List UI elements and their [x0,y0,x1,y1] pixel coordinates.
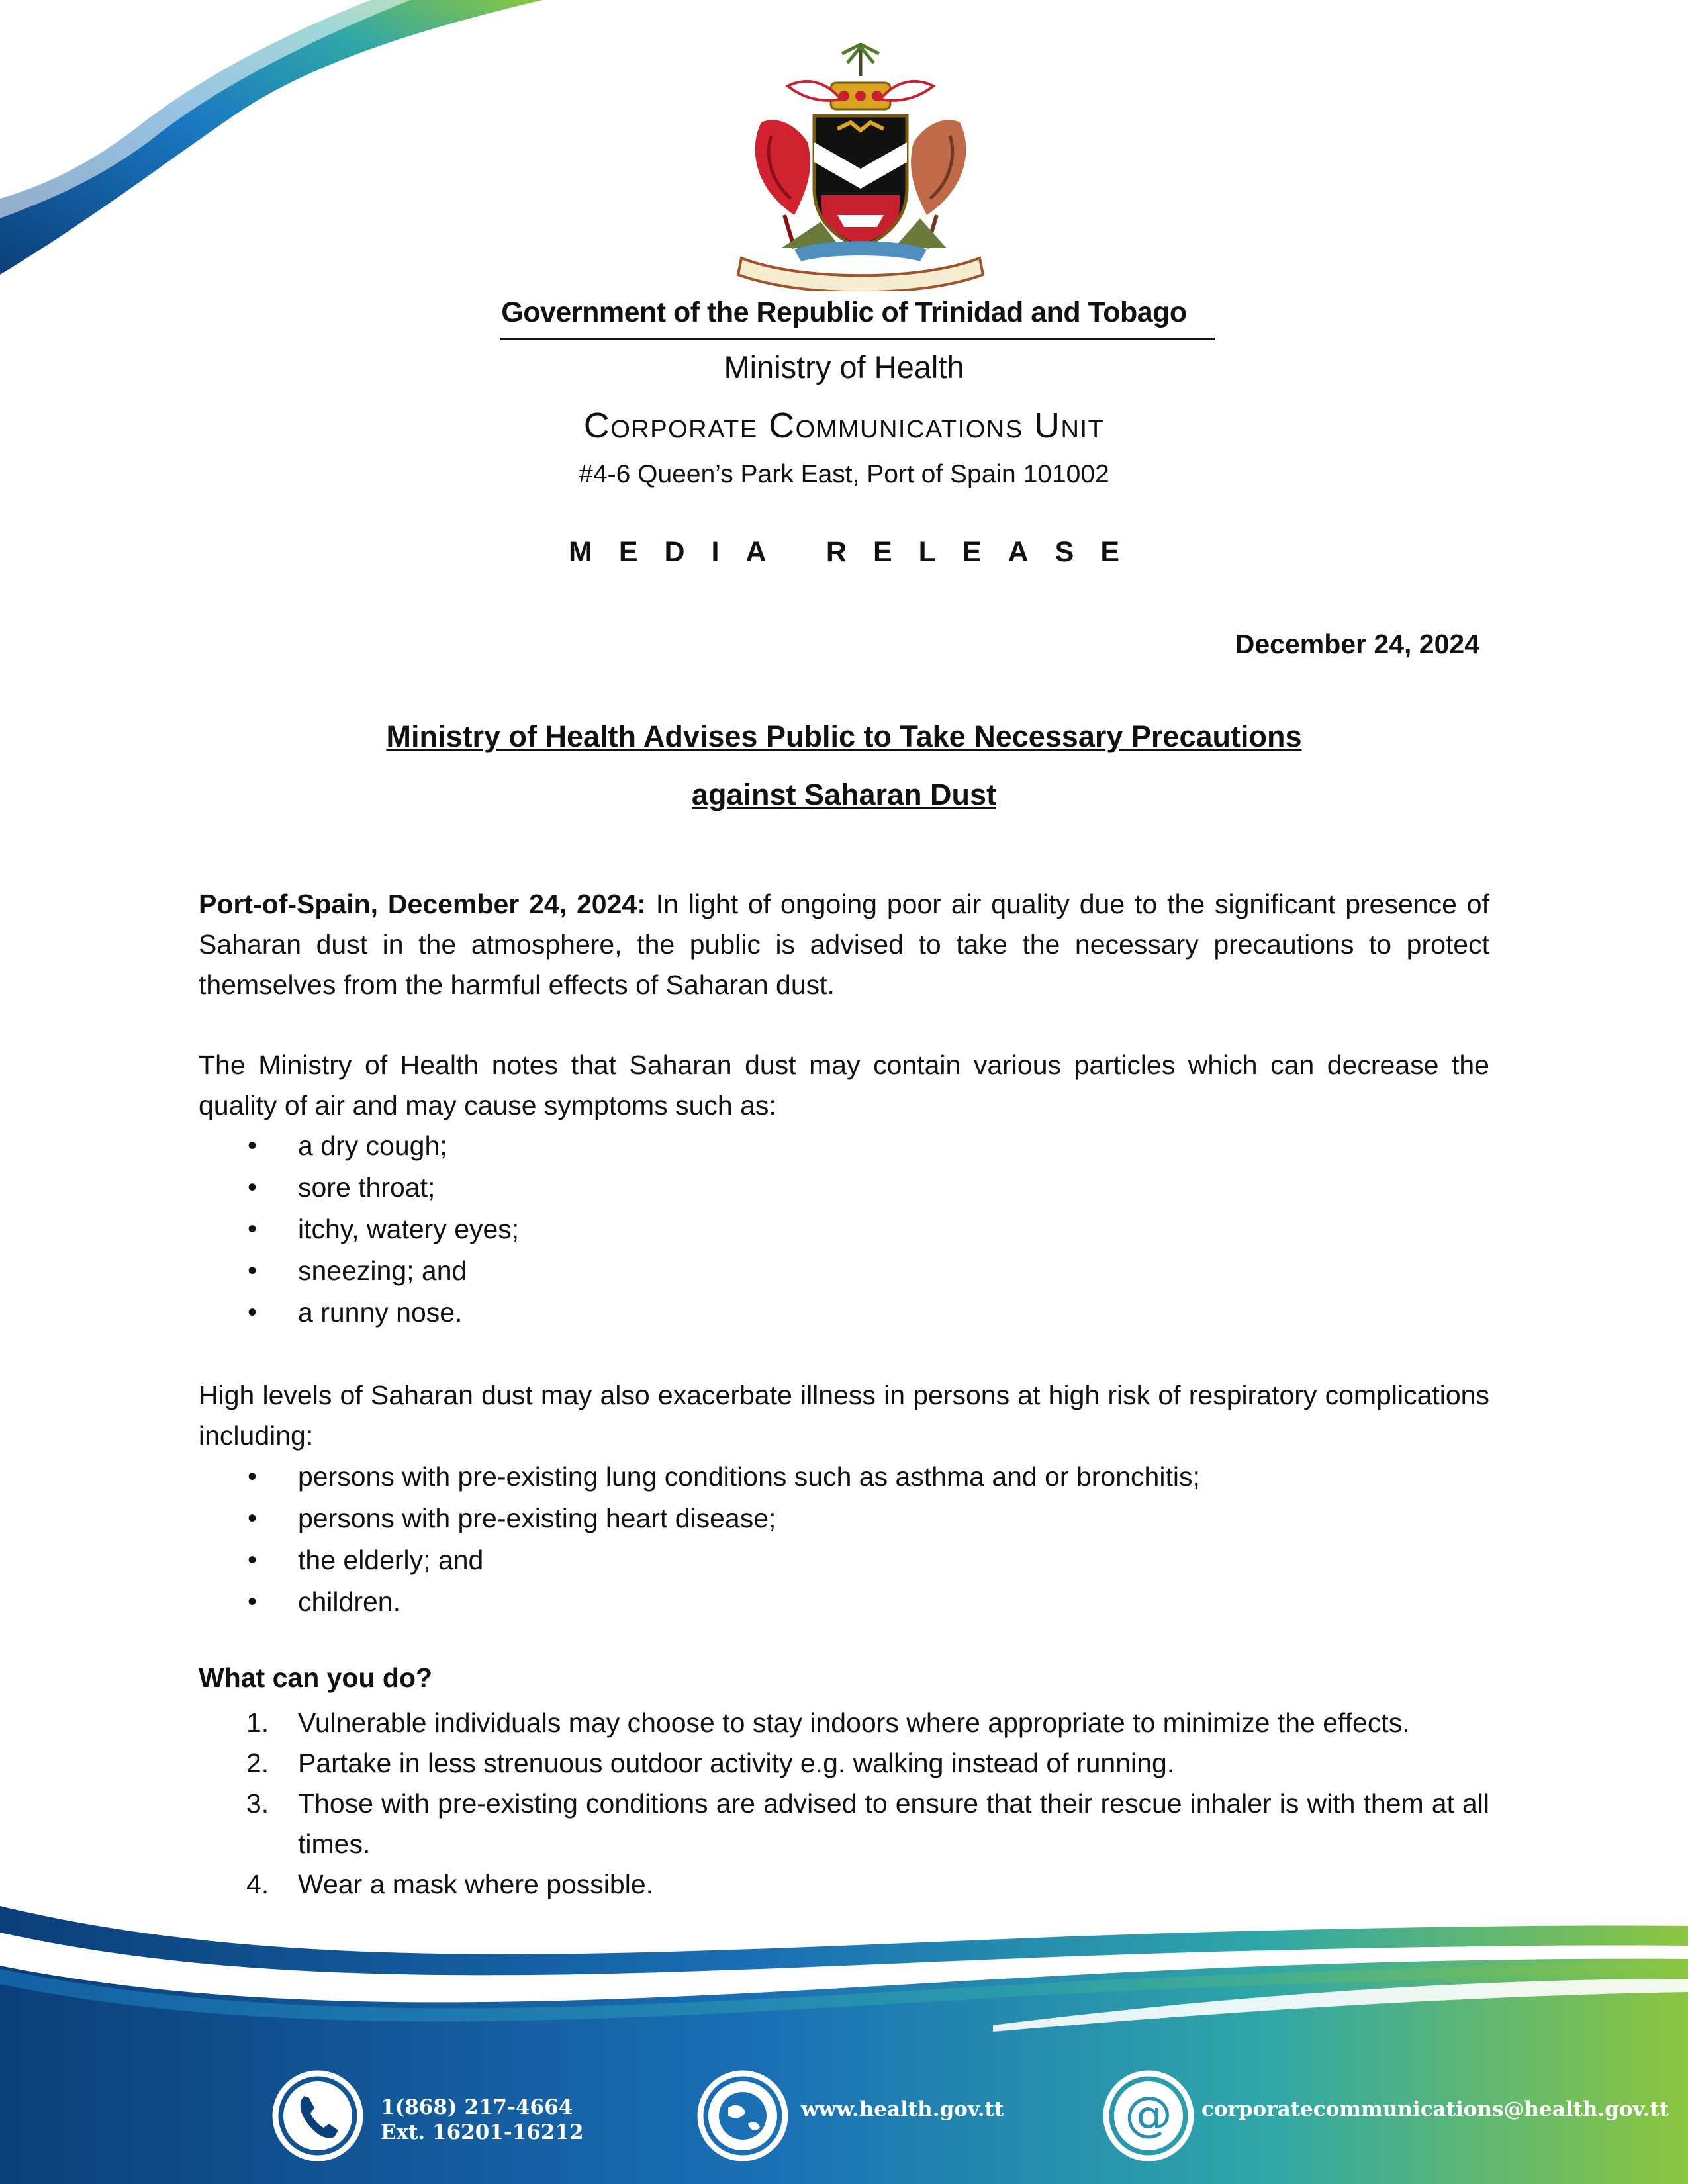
headline-text-1: Ministry of Health Advises Public to Take Necessary Precautions [386,719,1302,753]
list-item: • children. [199,1581,1489,1623]
item-text: Wear a mask where possible. [298,1869,654,1899]
list-item [199,1703,1489,1743]
dateline: Port-of-Spain, December 24, 2024: [199,889,646,919]
phone-number[interactable]: 1(868) 217-4664 [381,2095,573,2119]
unit-address: #4-6 Queen’s Park East, Port of Spain 101002 [579,460,1109,488]
list-item: • itchy, watery eyes; [199,1208,1489,1250]
headline-text-2: against Saharan Dust [691,778,997,811]
item-number: 2. [246,1748,269,1778]
release-date: December 24, 2024 [1235,629,1479,659]
list-item: • persons with pre-existing heart disease; [199,1498,1489,1539]
intro-paragraph [199,884,1489,1005]
unit-name: Corporate Communications Unit [583,406,1105,445]
list-item: • the elderly; and [199,1539,1489,1581]
svg-text:@: @ [1125,2086,1172,2142]
item-text: Vulnerable individuals may choose to stay indoors where appropriate to minimize the effects. [298,1707,1410,1738]
item-number: 1. [246,1707,269,1738]
ministry-name: Ministry of Health [724,349,964,385]
headline-line-1 [0,719,1688,754]
list-item [199,1784,1489,1864]
what-can-you-do-heading: What can you do? [199,1662,433,1693]
phone-contact [381,2095,584,2145]
risk-groups-list [199,1456,1489,1623]
motto-scroll [738,258,983,291]
list-item [199,1743,1489,1784]
title-underline-rule [500,338,1215,340]
item-number: 4. [246,1869,269,1899]
phone-icon [271,2070,364,2162]
document-type-heading: MEDIA RELEASE [569,536,1146,568]
symptoms-paragraph: The Ministry of Health notes that Saharan dust may contain various particles which can decrease the quality of air and may cause symptoms such as: [199,1050,1489,1120]
list-item: • sneezing; and [199,1250,1489,1292]
risk-paragraph: High levels of Saharan dust may also exacerbate illness in persons at high risk of respiratory complications including: [199,1380,1489,1451]
scarlet-ibis-supporter [755,120,810,248]
shield [814,116,907,248]
globe-icon [696,2070,789,2162]
symptoms-list [199,1125,1489,1334]
at-sign-icon [1102,2070,1195,2162]
actions-list [199,1703,1489,1905]
footer-band [0,1906,1688,2184]
headline-line-2 [0,778,1688,812]
government-title: Government of the Republic of Trinidad and Tobago [501,296,1187,328]
item-text: Those with pre-existing conditions are advised to ensure that their rescue inhaler is with them at all times. [298,1788,1489,1859]
top-decorative-swoosh [0,0,596,291]
list-item: • a dry cough; [199,1125,1489,1167]
item-number: 3. [246,1788,269,1819]
list-item: • a runny nose. [199,1292,1489,1334]
list-item [199,1864,1489,1905]
email-link[interactable]: corporatecommunications@health.gov.tt [1201,2097,1669,2121]
website-link[interactable]: www.health.gov.tt [801,2097,1004,2121]
list-item: • persons with pre-existing lung conditions such as asthma and or bronchitis; [199,1456,1489,1498]
coat-of-arms-emblem [722,36,1000,291]
list-item: • sore throat; [199,1167,1489,1208]
intro-text: In light of ongoing poor air quality due to the significant presence of Saharan dust in the atmosphere, the public is advised to take the necessary precautions to protect themselves from the harmful effects of Saharan dust. [199,889,1489,1000]
phone-extension: Ext. 16201-16212 [381,2120,584,2144]
item-text: Partake in less strenuous outdoor activity e.g. walking instead of running. [298,1748,1175,1778]
